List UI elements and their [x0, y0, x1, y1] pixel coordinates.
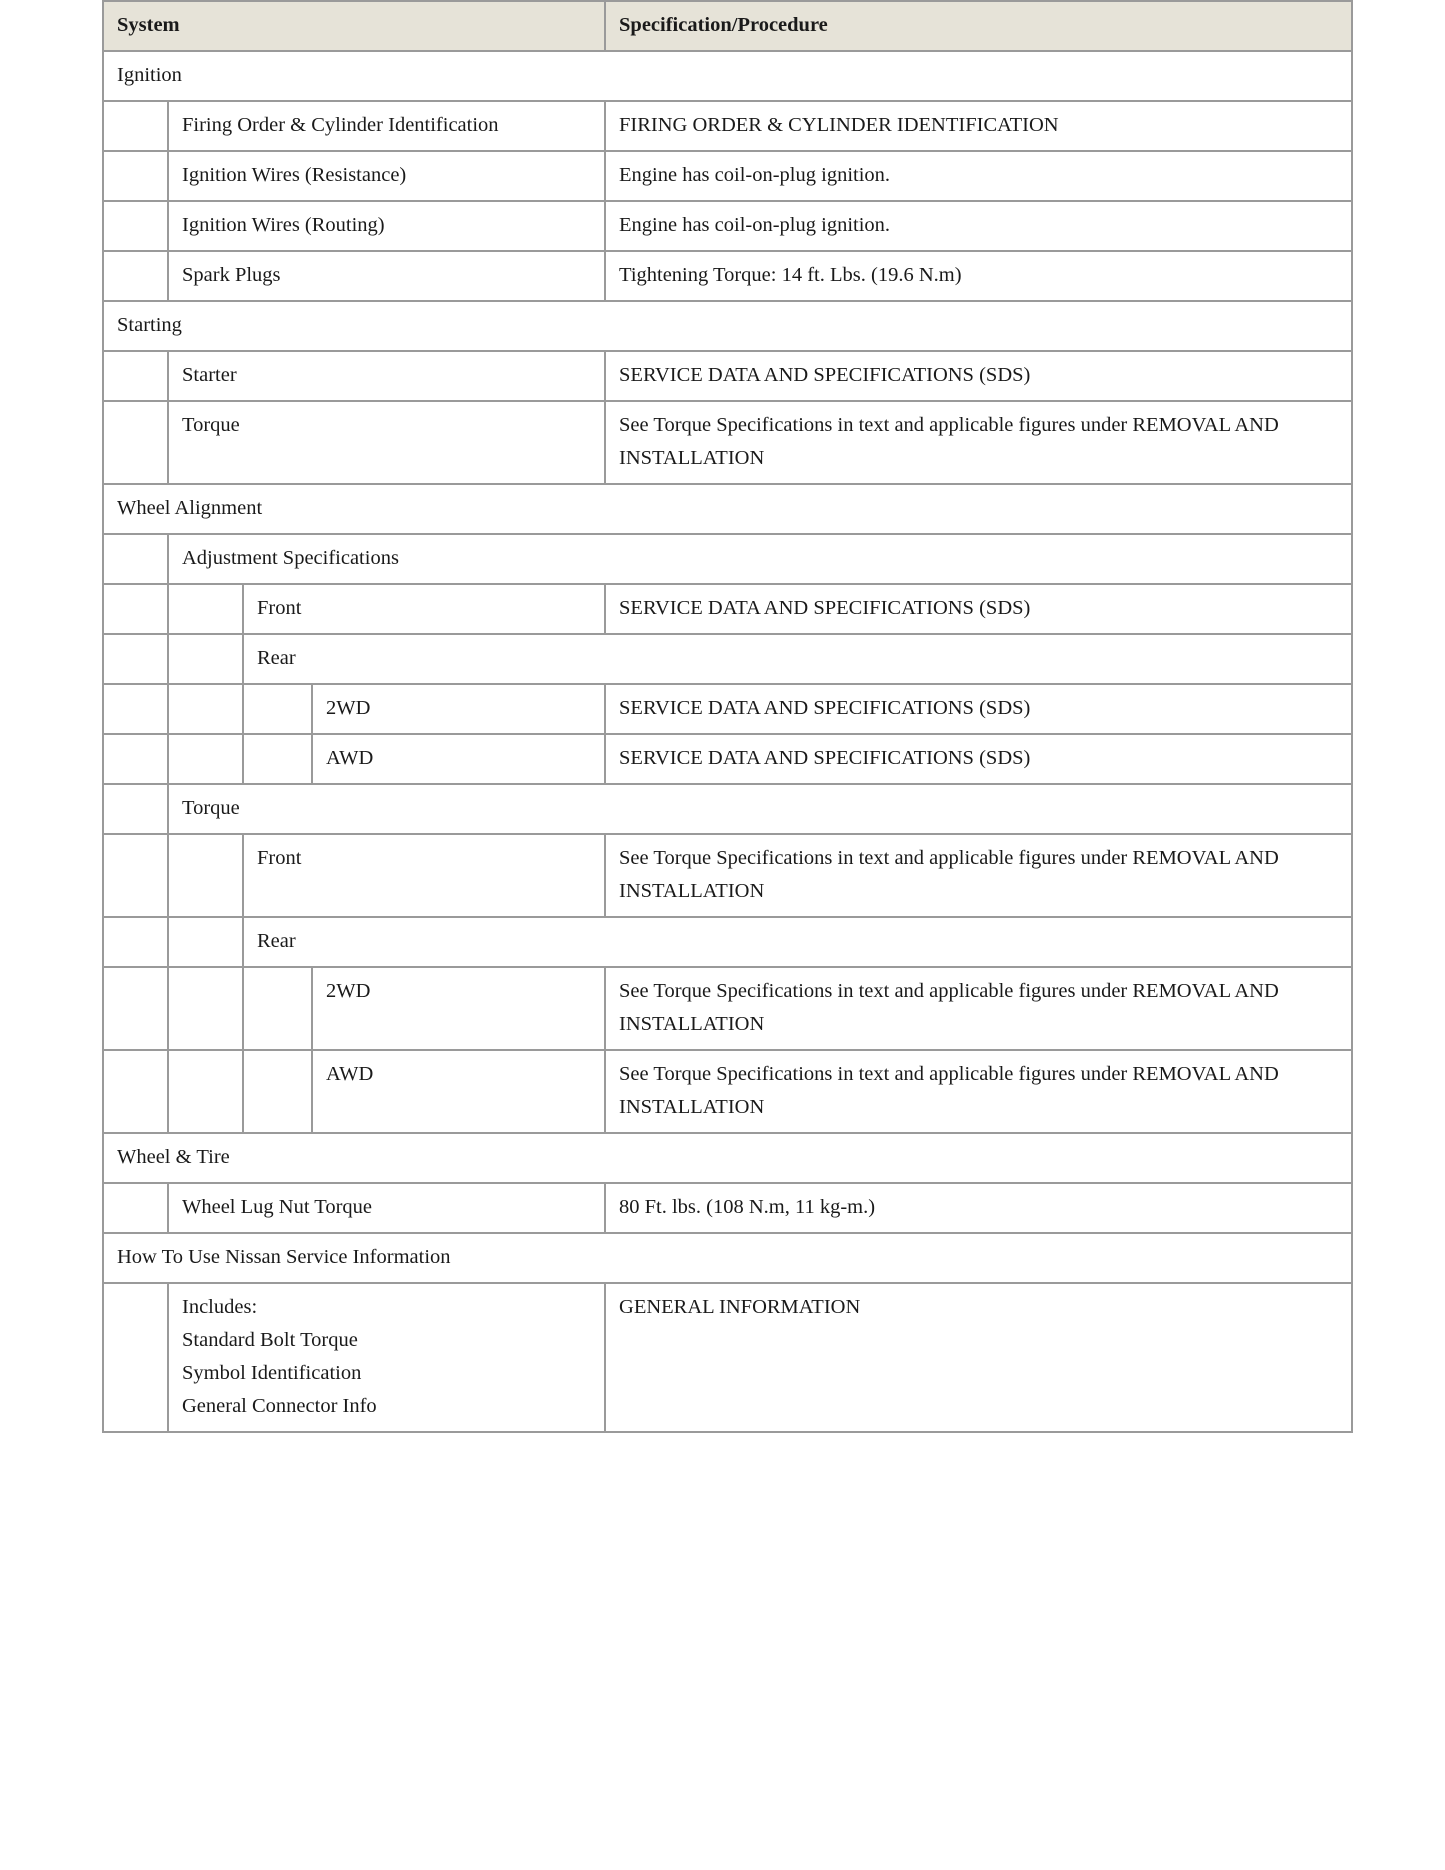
specification-table	[102, 0, 1353, 1433]
table-row	[103, 251, 1352, 301]
section-title-starting: Starting	[103, 301, 1352, 351]
row-spec: See Torque Specifications in text and applicable figures under REMOVAL AND INSTALLATION	[605, 834, 1352, 917]
indent-cell	[103, 1050, 168, 1133]
row-spec: Tightening Torque: 14 ft. Lbs. (19.6 N.m)	[605, 251, 1352, 301]
indent-cell	[103, 917, 168, 967]
indent-cell	[103, 784, 168, 834]
row-label: Firing Order & Cylinder Identification	[168, 101, 605, 151]
row-label: Ignition Wires (Resistance)	[168, 151, 605, 201]
row-spec: Engine has coil-on-plug ignition.	[605, 151, 1352, 201]
row-spec: SERVICE DATA AND SPECIFICATIONS (SDS)	[605, 684, 1352, 734]
table-row	[103, 917, 1352, 967]
indent-cell	[103, 201, 168, 251]
table-row	[103, 101, 1352, 151]
table-row	[103, 151, 1352, 201]
row-label: AWD	[312, 1050, 605, 1133]
subsection-title: Rear	[243, 634, 1352, 684]
header-system: System	[103, 1, 605, 51]
indent-cell	[103, 534, 168, 584]
indent-cell	[243, 684, 312, 734]
row-spec: SERVICE DATA AND SPECIFICATIONS (SDS)	[605, 734, 1352, 784]
row-label: Spark Plugs	[168, 251, 605, 301]
row-label: AWD	[312, 734, 605, 784]
subsection-title: Adjustment Specifications	[168, 534, 1352, 584]
row-spec: See Torque Specifications in text and applicable figures under REMOVAL AND INSTALLATION	[605, 401, 1352, 484]
indent-cell	[168, 734, 243, 784]
includes-heading: Includes:	[182, 1296, 258, 1318]
indent-cell	[103, 401, 168, 484]
includes-item: Symbol Identification	[182, 1362, 362, 1384]
section-title-wheel-tire: Wheel & Tire	[103, 1133, 1352, 1183]
row-spec: SERVICE DATA AND SPECIFICATIONS (SDS)	[605, 584, 1352, 634]
row-spec: 80 Ft. lbs. (108 N.m, 11 kg-m.)	[605, 1183, 1352, 1233]
row-label: Ignition Wires (Routing)	[168, 201, 605, 251]
indent-cell	[103, 351, 168, 401]
subsection-title: Torque	[168, 784, 1352, 834]
table-row	[103, 1283, 1352, 1432]
indent-cell	[103, 967, 168, 1050]
row-spec: FIRING ORDER & CYLINDER IDENTIFICATION	[605, 101, 1352, 151]
section-row-how-to	[103, 1233, 1352, 1283]
table-row	[103, 634, 1352, 684]
includes-item: General Connector Info	[182, 1395, 377, 1417]
row-spec: SERVICE DATA AND SPECIFICATIONS (SDS)	[605, 351, 1352, 401]
row-label: Torque	[168, 401, 605, 484]
table-row	[103, 201, 1352, 251]
indent-cell	[103, 584, 168, 634]
table-row	[103, 684, 1352, 734]
includes-list	[168, 1283, 605, 1432]
table-row	[103, 784, 1352, 834]
section-row-wheel-alignment	[103, 484, 1352, 534]
row-label: 2WD	[312, 967, 605, 1050]
indent-cell	[103, 151, 168, 201]
indent-cell	[103, 101, 168, 151]
row-spec: See Torque Specifications in text and applicable figures under REMOVAL AND INSTALLATION	[605, 967, 1352, 1050]
row-label: Front	[243, 584, 605, 634]
indent-cell	[103, 1183, 168, 1233]
includes-item: Standard Bolt Torque	[182, 1329, 358, 1351]
indent-cell	[103, 684, 168, 734]
row-label: 2WD	[312, 684, 605, 734]
indent-cell	[168, 584, 243, 634]
indent-cell	[103, 1283, 168, 1432]
indent-cell	[168, 634, 243, 684]
indent-cell	[168, 967, 243, 1050]
indent-cell	[243, 734, 312, 784]
row-label: Front	[243, 834, 605, 917]
indent-cell	[103, 634, 168, 684]
table-row	[103, 401, 1352, 484]
section-title-how-to: How To Use Nissan Service Information	[103, 1233, 1352, 1283]
section-row-starting	[103, 301, 1352, 351]
indent-cell	[243, 967, 312, 1050]
table-row	[103, 834, 1352, 917]
row-spec: GENERAL INFORMATION	[605, 1283, 1352, 1432]
row-label: Starter	[168, 351, 605, 401]
table-row	[103, 584, 1352, 634]
indent-cell	[243, 1050, 312, 1133]
table-row	[103, 534, 1352, 584]
table-row	[103, 1183, 1352, 1233]
indent-cell	[168, 917, 243, 967]
section-row-wheel-tire	[103, 1133, 1352, 1183]
table-row	[103, 734, 1352, 784]
indent-cell	[103, 251, 168, 301]
section-row-ignition	[103, 51, 1352, 101]
row-label: Wheel Lug Nut Torque	[168, 1183, 605, 1233]
row-spec: Engine has coil-on-plug ignition.	[605, 201, 1352, 251]
indent-cell	[168, 1050, 243, 1133]
table-row	[103, 351, 1352, 401]
table-header-row	[103, 1, 1352, 51]
table-row	[103, 1050, 1352, 1133]
section-title-ignition: Ignition	[103, 51, 1352, 101]
table-row	[103, 967, 1352, 1050]
indent-cell	[103, 834, 168, 917]
indent-cell	[168, 684, 243, 734]
header-spec: Specification/Procedure	[605, 1, 1352, 51]
section-title-wheel-alignment: Wheel Alignment	[103, 484, 1352, 534]
subsection-title: Rear	[243, 917, 1352, 967]
indent-cell	[168, 834, 243, 917]
indent-cell	[103, 734, 168, 784]
row-spec: See Torque Specifications in text and applicable figures under REMOVAL AND INSTALLATION	[605, 1050, 1352, 1133]
